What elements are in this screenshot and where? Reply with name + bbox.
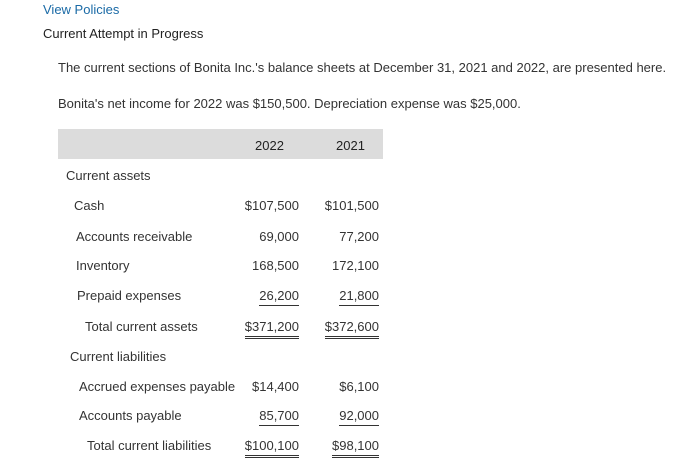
cash-2021: $101,500 — [324, 198, 379, 213]
inventory-label: Inventory — [76, 258, 130, 273]
total-current-assets-2022: $371,200 — [245, 319, 299, 339]
total-current-liabilities-label: Total current liabilities — [87, 438, 212, 453]
table-header — [58, 129, 383, 159]
inventory-2021: 172,100 — [332, 258, 379, 273]
table-row — [58, 349, 383, 369]
accounts-payable-2021: 92,000 — [339, 408, 379, 426]
accounts-receivable-2022: 69,000 — [259, 229, 299, 244]
table-row — [58, 319, 383, 339]
inventory-2022: 168,500 — [252, 258, 299, 273]
table-row — [58, 229, 383, 249]
accounts-payable-2022: 85,700 — [259, 408, 299, 426]
table-row — [58, 438, 383, 458]
current-assets-heading: Current assets — [66, 168, 151, 183]
accounts-receivable-2021: 77,200 — [339, 229, 379, 244]
table-row — [58, 258, 383, 278]
accrued-expenses-payable-label: Accrued expenses payable — [79, 379, 236, 394]
view-policies-link[interactable]: View Policies — [43, 2, 120, 17]
cash-2022: $107,500 — [244, 198, 299, 213]
table-row — [58, 198, 383, 218]
prepaid-expenses-2022: 26,200 — [259, 288, 299, 306]
total-current-assets-2021: $372,600 — [325, 319, 379, 339]
total-current-liabilities-2021: $98,100 — [332, 438, 379, 458]
table-row — [58, 379, 383, 399]
accounts-receivable-label: Accounts receivable — [76, 229, 193, 244]
accrued-expenses-payable-2021: $6,100 — [339, 379, 379, 394]
attempt-status: Current Attempt in Progress — [43, 26, 204, 41]
prepaid-expenses-label: Prepaid expenses — [77, 288, 182, 303]
prepaid-expenses-2021: 21,800 — [339, 288, 379, 306]
table-row — [58, 288, 383, 308]
question-text-line-1: The current sections of Bonita Inc.'s balance sheets at December 31, 2021 and 2022, are presented here. — [58, 60, 667, 75]
total-current-liabilities-2022: $100,100 — [245, 438, 299, 458]
column-header-2022: 2022 — [255, 138, 284, 153]
cash-label: Cash — [74, 198, 105, 213]
current-liabilities-heading: Current liabilities — [70, 349, 167, 364]
table-row — [58, 168, 383, 188]
column-header-2021: 2021 — [336, 138, 365, 153]
accounts-payable-label: Accounts payable — [79, 408, 182, 423]
total-current-assets-label: Total current assets — [85, 319, 198, 334]
accrued-expenses-payable-2022: $14,400 — [252, 379, 299, 394]
question-text-line-2: Bonita's net income for 2022 was $150,500. Depreciation expense was $25,000. — [58, 96, 521, 111]
table-row — [58, 408, 383, 428]
